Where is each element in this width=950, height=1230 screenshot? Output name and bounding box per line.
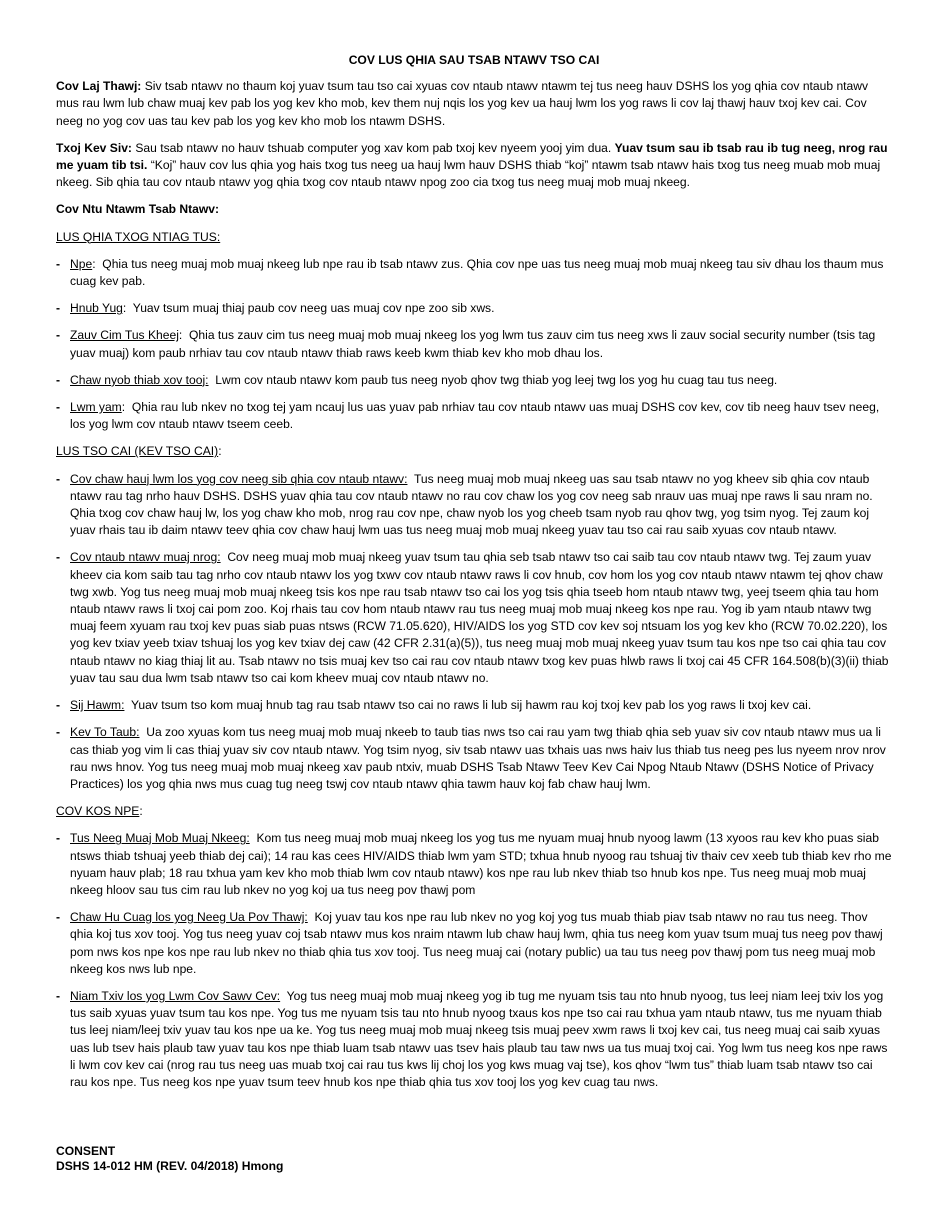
list-item <box>56 697 892 714</box>
item-text: Yuav tsum tso kom muaj hnub tag rau tsab ntawv tso cai no raws li lub sij hawm rau koj txoj kev pab los yog raws li txoj kev cai. <box>130 698 812 713</box>
section-heading: LUS TSO CAI (KEV TSO CAI): <box>56 444 222 459</box>
item-text: Kom tus neeg muaj mob muaj nkeeg los yog tus me nyuam muaj hnub nyoog lawm (13 xyoos rau kev kho puas siab ntsws thiab tshuaj yeeb thiab dej cai); 14 rau kas cees HIV/AIDS thiab lwm yam STD; txhua hnub nyoog rau tshuaj tiv thaiv cev xeeb tub thiab kev rho me nyuam hauv plab; 18 rau txhua yam kev kho mob thiab lwm cov ntaub ntawv) kos npe rau lub nkev thiab tso hnub kos npe. Tus neeg muaj mob muaj nkeeg hloov sau tus cim rau lub nkev no yog koj ua tus neeg pov thawj pom <box>70 831 892 897</box>
footer-consent-label: CONSENT <box>56 1144 116 1158</box>
item-term: Niam Txiv los yog Lwm Cov Sawv Cev: <box>70 988 281 1003</box>
list-item: - Lwm yam: Qhia rau lub nkev no txog tej yam ncauj lus uas yuav pab nrhiav tau cov ntaub ntawv uas muaj DSHS cov kev, cov tib neeg hauv tsev neeg, los yog lwm cov ntaub ntawv tseem ceeb. <box>56 400 880 432</box>
list-item: - Zauv Cim Tus Kheej: Qhia tus zauv cim tus neeg muaj mob muaj nkeeg los yog lwm tus zauv cim tus neeg xws li zauv social security number (tsis tag yuav muaj) kom paub nrhiav tau cov ntaub ntawv thiab raws keeb kwm thiab kev kho mob dhau los. <box>56 328 876 360</box>
document-title: COV LUS QHIA SAU TSAB NTAWV TSO CAI <box>348 53 600 67</box>
bullet-dash: - <box>56 988 61 1003</box>
item-term: Npe <box>70 256 93 271</box>
item-text: Qhia rau lub nkev no txog tej yam ncauj lus uas yuav pab nrhiav tau cov ntaub ntawv uas muaj DSHS cov kev, cov tib neeg hauv tsev neeg, los yog lwm cov ntaub ntawv tseem ceeb. <box>70 400 880 432</box>
item-term: Zauv Cim Tus Kheej <box>70 328 179 343</box>
instructions-paragraph <box>56 140 892 192</box>
main-heading: Cov Ntu Ntawm Tsab Ntawv: <box>56 202 220 217</box>
item-term: Sij Hawm: <box>70 698 125 713</box>
list-item <box>56 830 892 899</box>
item-text: Qhia tus zauv cim tus neeg muaj mob muaj nkeeg los yog lwm tus zauv cim tus neeg xws li zauv social security number (tsis tag yuav muaj) kom paub nrhiav tau cov ntaub ntawv thiab raws keeb kwm thiab kev kho mob dhau los. <box>70 328 876 360</box>
item-term: Cov chaw hauj lwm los yog cov neeg sib qhia cov ntaub ntawv: <box>70 471 408 486</box>
list-item <box>56 372 892 389</box>
item-text: Yuav tsum muaj thiaj paub cov neeg uas muaj cov npe zoo sib xws. <box>132 301 495 316</box>
instructions-text-1: Sau tsab ntawv no hauv tshuab computer yog xav kom pab txoj kev nyeem yooj yim dua. <box>135 140 612 155</box>
item-text: Lwm cov ntaub ntawv kom paub tus neeg nyob qhov twg thiab yog leej twg los yog hu cuag tau tus neeg. <box>215 372 778 387</box>
bullet-dash: - <box>56 256 61 271</box>
item-term: Hnub Yug <box>70 301 123 316</box>
list-item <box>56 988 892 1091</box>
intro-label: Cov Laj Thawj: <box>56 79 142 94</box>
bullet-dash: - <box>56 831 61 846</box>
bullet-dash: - <box>56 400 61 415</box>
bullet-dash: - <box>56 910 61 925</box>
bullet-dash: - <box>56 698 61 713</box>
item-text: Ua zoo xyuas kom tus neeg muaj mob muaj nkeeb to taub tias nws tso cai rau yam twg thiab qhia seb yuav siv cov ntaub ntawv mus ua li cas thiab yog vim li cas thiaj yuav siv cov ntaub ntawv. Yog tsim nyog, siv tsab ntawv uas txhais uas nws haiv lus thiab tus neeg pes lus nyeem nrov nrov rau nws hnov. Yog tus neeg muaj mob muaj nkeeg xav paub ntxiv, muab DSHS Tsab Ntawv Teev Kev Cai Npog Ntaub Ntawv (DSHS Notice of Privacy Practices) los yog qhia nws mus cuag tug neeg tswj cov ntaub ntawv qhia tawm hauv koj fab chaw hauj lwm. <box>70 725 886 791</box>
bullet-dash: - <box>56 372 61 387</box>
form-footer <box>56 1144 283 1174</box>
intro-text: Siv tsab ntawv no thaum koj yuav tsum tau tso cai xyuas cov ntaub ntawv ntawm tej tus neeg hauv DSHS los yog qhia cov ntaub ntawv mus rau lwm lub chaw muaj kev pab los yog kev kho mob, kev them nuj nqis los yog kev ua hauj lwm los yog raws li cov laj thawj hauv txoj kev cai. Cov neeg no yog cov uas tau kev pab los yog kev kho mob los ntawm DSHS. <box>56 79 869 128</box>
list-item: - Hnub Yug: Yuav tsum muaj thiaj paub cov neeg uas muaj cov npe zoo sib xws. <box>56 300 892 317</box>
item-text: Cov neeg muaj mob muaj nkeeg yuav tsum tau qhia seb tsab ntawv tso cai saib tau cov ntaub ntawv twg. Tej zaum yuav kheev cia kom saib tau tag nrho cov ntaub ntawv los yog txwv cov ntaub ntawv raws li cov hnub, cov hom los yog cov ntaub ntawv ntawm tej qhov chaw twg xwb. Yog tus neeg muaj mob muaj nkeeg tsis kos npe rau tsab ntawv tso cai los yog tsis qhia tseeb hom ntaub ntawv twg, yeej tseem qhia tau hom ntaub ntawv raws li txoj cai pom zoo. Koj rhais tau cov hom ntaub ntawv rau tus neeg muaj mob muaj nkeeg kos npe rau. Yog ib yam ntaub ntawv twg muaj feem xyuam rau txoj kev puas siab puas ntsws (RCW 71.05.620), HIV/AIDS los yog STD cov kev soj ntsuam los yog kev kho (RCW 70.02.220), los yog kev txiav yeeb txiav tshuaj los yog kev txiav dej caw (42 CFR 2.31(a)(5)), tus neeg muaj mob muaj nkeeg yuav tsum tau kos npe tso cai qhia tau cov ntaub ntawv no kiag thiaj lit au. Tsab ntawv no tsis muaj kev tso cai rau cov ntaub ntawv txog kev puas hlwb raws li txoj cai 45 CFR 164.508(b)(3)(ii) thiab yuav tau sau dua lwm tsab ntawv tso cai kom kheev muaj cov ntaub ntawv no. <box>70 550 889 685</box>
bullet-dash: - <box>56 550 61 565</box>
item-term: Lwm yam <box>70 400 122 415</box>
bullet-dash: - <box>56 328 61 343</box>
list-item: - Npe: Qhia tus neeg muaj mob muaj nkeeg lub npe rau ib tsab ntawv zus. Qhia cov npe uas tus neeg muaj mob muaj nkeeg tau siv dhau los thaum mus cuag kev pab. <box>56 256 884 289</box>
item-term: Kev To Taub: <box>70 725 140 740</box>
list-item <box>56 909 892 978</box>
item-term: Cov ntaub ntawv muaj nrog: <box>70 550 221 565</box>
section-heading: COV KOS NPE: <box>56 804 143 819</box>
item-term: Chaw nyob thiab xov tooj: <box>70 372 209 387</box>
bullet-dash: - <box>56 471 61 486</box>
intro-paragraph <box>56 78 892 130</box>
bullet-dash: - <box>56 725 61 740</box>
item-text: Yog tus neeg muaj mob muaj nkeeg yog ib tug me nyuam tsis tau nto hnub nyoog, tus leej niam leej txiv los yog tus saib xyuas yuav tsum tau kos npe. Yog tus me nyuam tsis tau nto hnub nyoog txaus kos npe tso cai rau txhua yam ntaub ntawv, tus me nyuam thiab tus leej niam/leej txiv yuav tau kos npe ua ke. Yog tus neeg muaj mob muaj nkeeg tsis muaj peev xwm raws li txoj kev cai, tus neeg muaj cai saib xyuas uas lub tsev hais plaub taw yuav tau kos npe thiab luam tsab ntawv uas tsev hais plaub tau taw nws ua tus muaj txoj cai. Yog lwm tus neeg kos npe raws li lwm cov kev cai (nrog rau tus neeg uas muab txoj cai rau tus kws lij choj los yog kws muag vaj tse), kos qhov “lwm tus” thiab luam tsab ntawv tso cai rau kos npe. Tus neeg kos npe yuav tsum teev hnub kos npe thiab qhia tus xov tooj los yog kev cuag tau nws. <box>70 988 888 1089</box>
document-page <box>56 52 892 1101</box>
item-term: Tus Neeg Muaj Mob Muaj Nkeeg: <box>70 831 250 846</box>
item-text: Koj yuav tau kos npe rau lub nkev no yog koj yog tus muab thiab piav tsab ntawv no rau tus neeg. Thov qhia koj tus xov tooj. Yog tus neeg yuav coj tsab ntawv mus kos nraim ntawm lub chaw hauj lwm, qhia tus neeg kom yuav tsum muaj tus neeg pov thawj pom nws kos npe kos npe rau lub nkev no thiab qhia tus xov tooj. Tus neeg muaj cai (notary public) ua tau tus neeg pov thawj pom tus neeg muaj mob nkeeg kos nws lub npe. <box>70 910 883 976</box>
section-heading: LUS QHIA TXOG NTIAG TUS: <box>56 229 221 244</box>
list-item <box>56 724 892 793</box>
item-term: Chaw Hu Cuag los yog Neeg Ua Pov Thawj: <box>70 910 308 925</box>
list-item <box>56 549 892 687</box>
instructions-label: Txoj Kev Siv: <box>56 140 132 155</box>
instructions-bold-text: Yuav tsum sau ib tsab rau ib tug neeg, nrog rau me yuam tib tsi. <box>56 140 888 173</box>
footer-form-number: DSHS 14-012 HM (REV. 04/2018) Hmong <box>56 1159 284 1173</box>
bullet-dash: - <box>56 301 61 316</box>
item-text: Tus neeg muaj mob muaj nkeeg uas sau tsab ntawv no yog kheev sib qhia cov ntaub ntawv rau tag nrho hauv DSHS. DSHS yuav qhia tau cov ntaub ntawv no rau cov chaw los yog cov neeg sab nrauv uas muaj npe raws li sau nram no. Qhia txog cov chaw hauj lw, los yog chaw kho mob, nrog rau cov npe, chaw nyob los yog cheeb tsam nyob rau qhov twg, yog tsim nyog. Tej zaum koj yuav rhais tau ib daim ntawv teev qhia cov chaw hauj lwm uas tus neeg muaj mob muaj nkeeg yuav tau tso cai rau saib xyuas cov ntaub ntawv. <box>70 471 873 538</box>
item-text: Qhia tus neeg muaj mob muaj nkeeg lub npe rau ib tsab ntawv zus. Qhia cov npe uas tus neeg muaj mob muaj nkeeg tau siv dhau los thaum mus cuag kev pab. <box>70 256 884 289</box>
instructions-text-2: “Koj” hauv cov lus qhia yog hais txog tus neeg ua hauj lwm hauv DSHS thiab “koj” ntawm tsab ntawv hais txog tus neeg muab mob muaj nkeeg. Sib qhia tau cov ntaub ntawv yog qhia txog cov ntaub ntawv npog zoo cia txog tus neeg muaj mob muaj nkeeg. <box>56 158 881 190</box>
list-item <box>56 471 892 540</box>
